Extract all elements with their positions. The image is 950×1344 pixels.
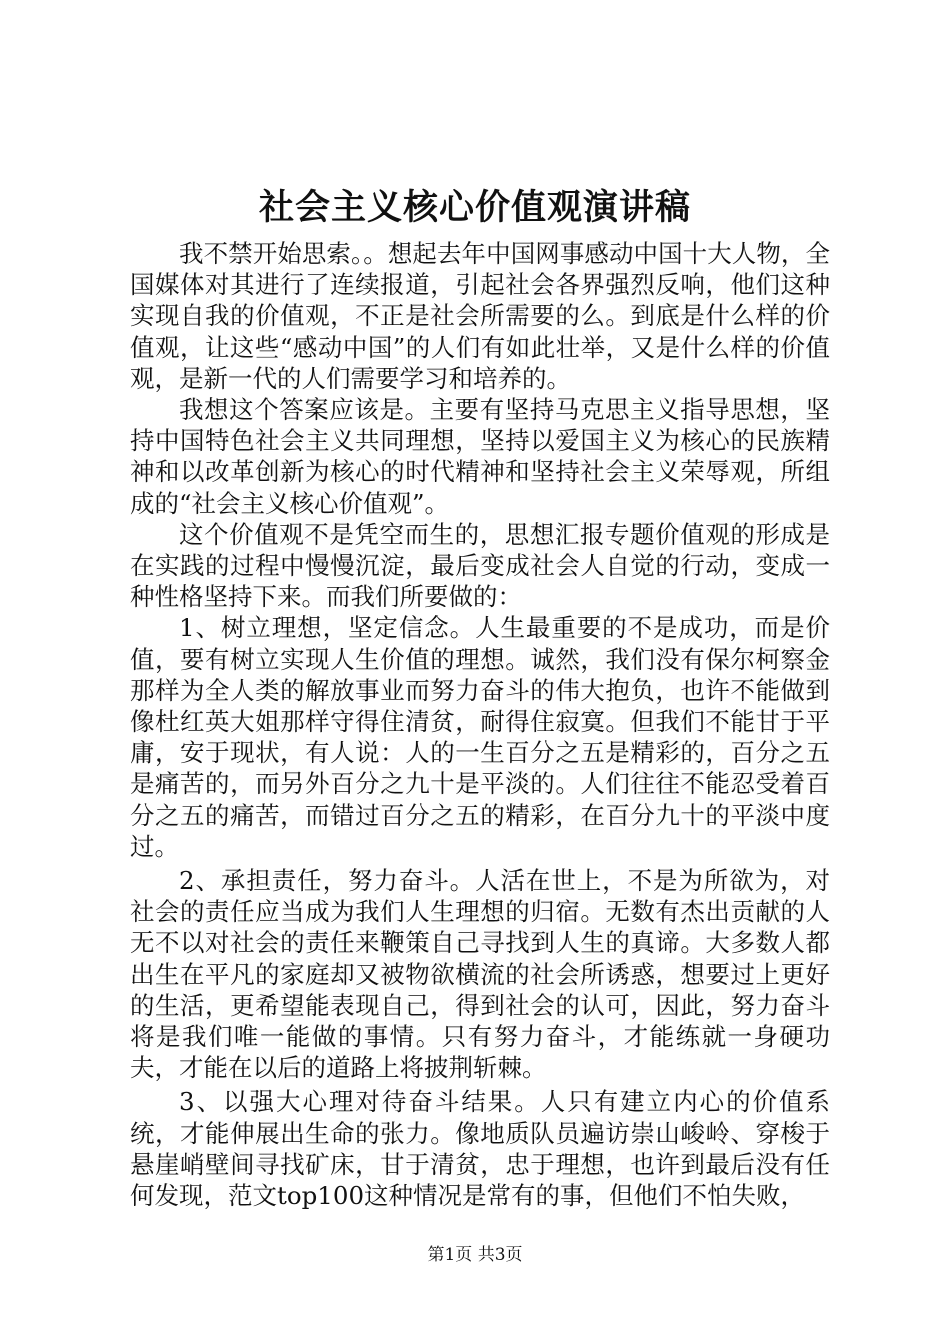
paragraph: 这个价值观不是凭空而生的，思想汇报专题价值观的形成是在实践的过程中慢慢沉淀，最后变成社会人自觉的行动，变成一种性格坚持下来。而我们所要做的： <box>130 519 830 612</box>
page-footer: 第1页 共3页 <box>427 1245 523 1265</box>
paragraph: 2、承担责任，努力奋斗。人活在世上，不是为所欲为，对社会的责任应当成为我们人生理想的归宿。无数有杰出贡献的人无不以对社会的责任来鞭策自己寻找到人生的真谛。大多数人都出生在平凡的家庭却又被物欲横流的社会所诱惑，想要过上更好的生活，更希望能表现自己，得到社会的认可，因此，努力奋斗将是我们唯一能做的事情。只有努力奋斗，才能练就一身硬功夫，才能在以后的道路上将披荆斩棘。 <box>130 866 830 1083</box>
paragraph: 我不禁开始思索。。想起去年中国网事感动中国十大人物，全国媒体对其进行了连续报道，引起社会各界强烈反响，他们这种实现自我的价值观，不正是社会所需要的么。到底是什么样的价值观，让这些“感动中国”的人们有如此壮举，又是什么样的价值观，是新一代的人们需要学习和培养的。 <box>130 239 830 393</box>
document-title: 社会主义核心价值观演讲稿 <box>258 187 691 228</box>
paragraph: 1、树立理想，坚定信念。人生最重要的不是成功，而是价值，要有树立实现人生价值的理想。诚然，我们没有保尔柯察金那样为全人类的解放事业而努力奋斗的伟大抱负，也许不能做到像杜红英大姐那样守得住清贫，耐得住寂寞。但我们不能甘于平庸，安于现状，有人说：人的一生百分之五是精彩的，百分之五是痛苦的，而另外百分之九十是平淡的。人们往往不能忍受着百分之五的痛苦，而错过百分之五的精彩，在百分九十的平淡中度过。 <box>130 613 830 861</box>
paragraph: 3、以强大心理对待奋斗结果。人只有建立内心的价值系统，才能伸展出生命的张力。像地质队员遍访崇山峻岭、穿梭于悬崖峭壁间寻找矿床，甘于清贫，忠于理想，也许到最后没有任何发现，范文top100这种情况是常有的事，但他们不怕失败， <box>130 1087 830 1211</box>
paragraph: 我想这个答案应该是。主要有坚持马克思主义指导思想，坚持中国特色社会主义共同理想，坚持以爱国主义为核心的民族精神和以改革创新为核心的时代精神和坚持社会主义荣辱观，所组成的“社会主义核心价值观”。 <box>130 395 830 518</box>
document-body <box>130 238 830 1211</box>
